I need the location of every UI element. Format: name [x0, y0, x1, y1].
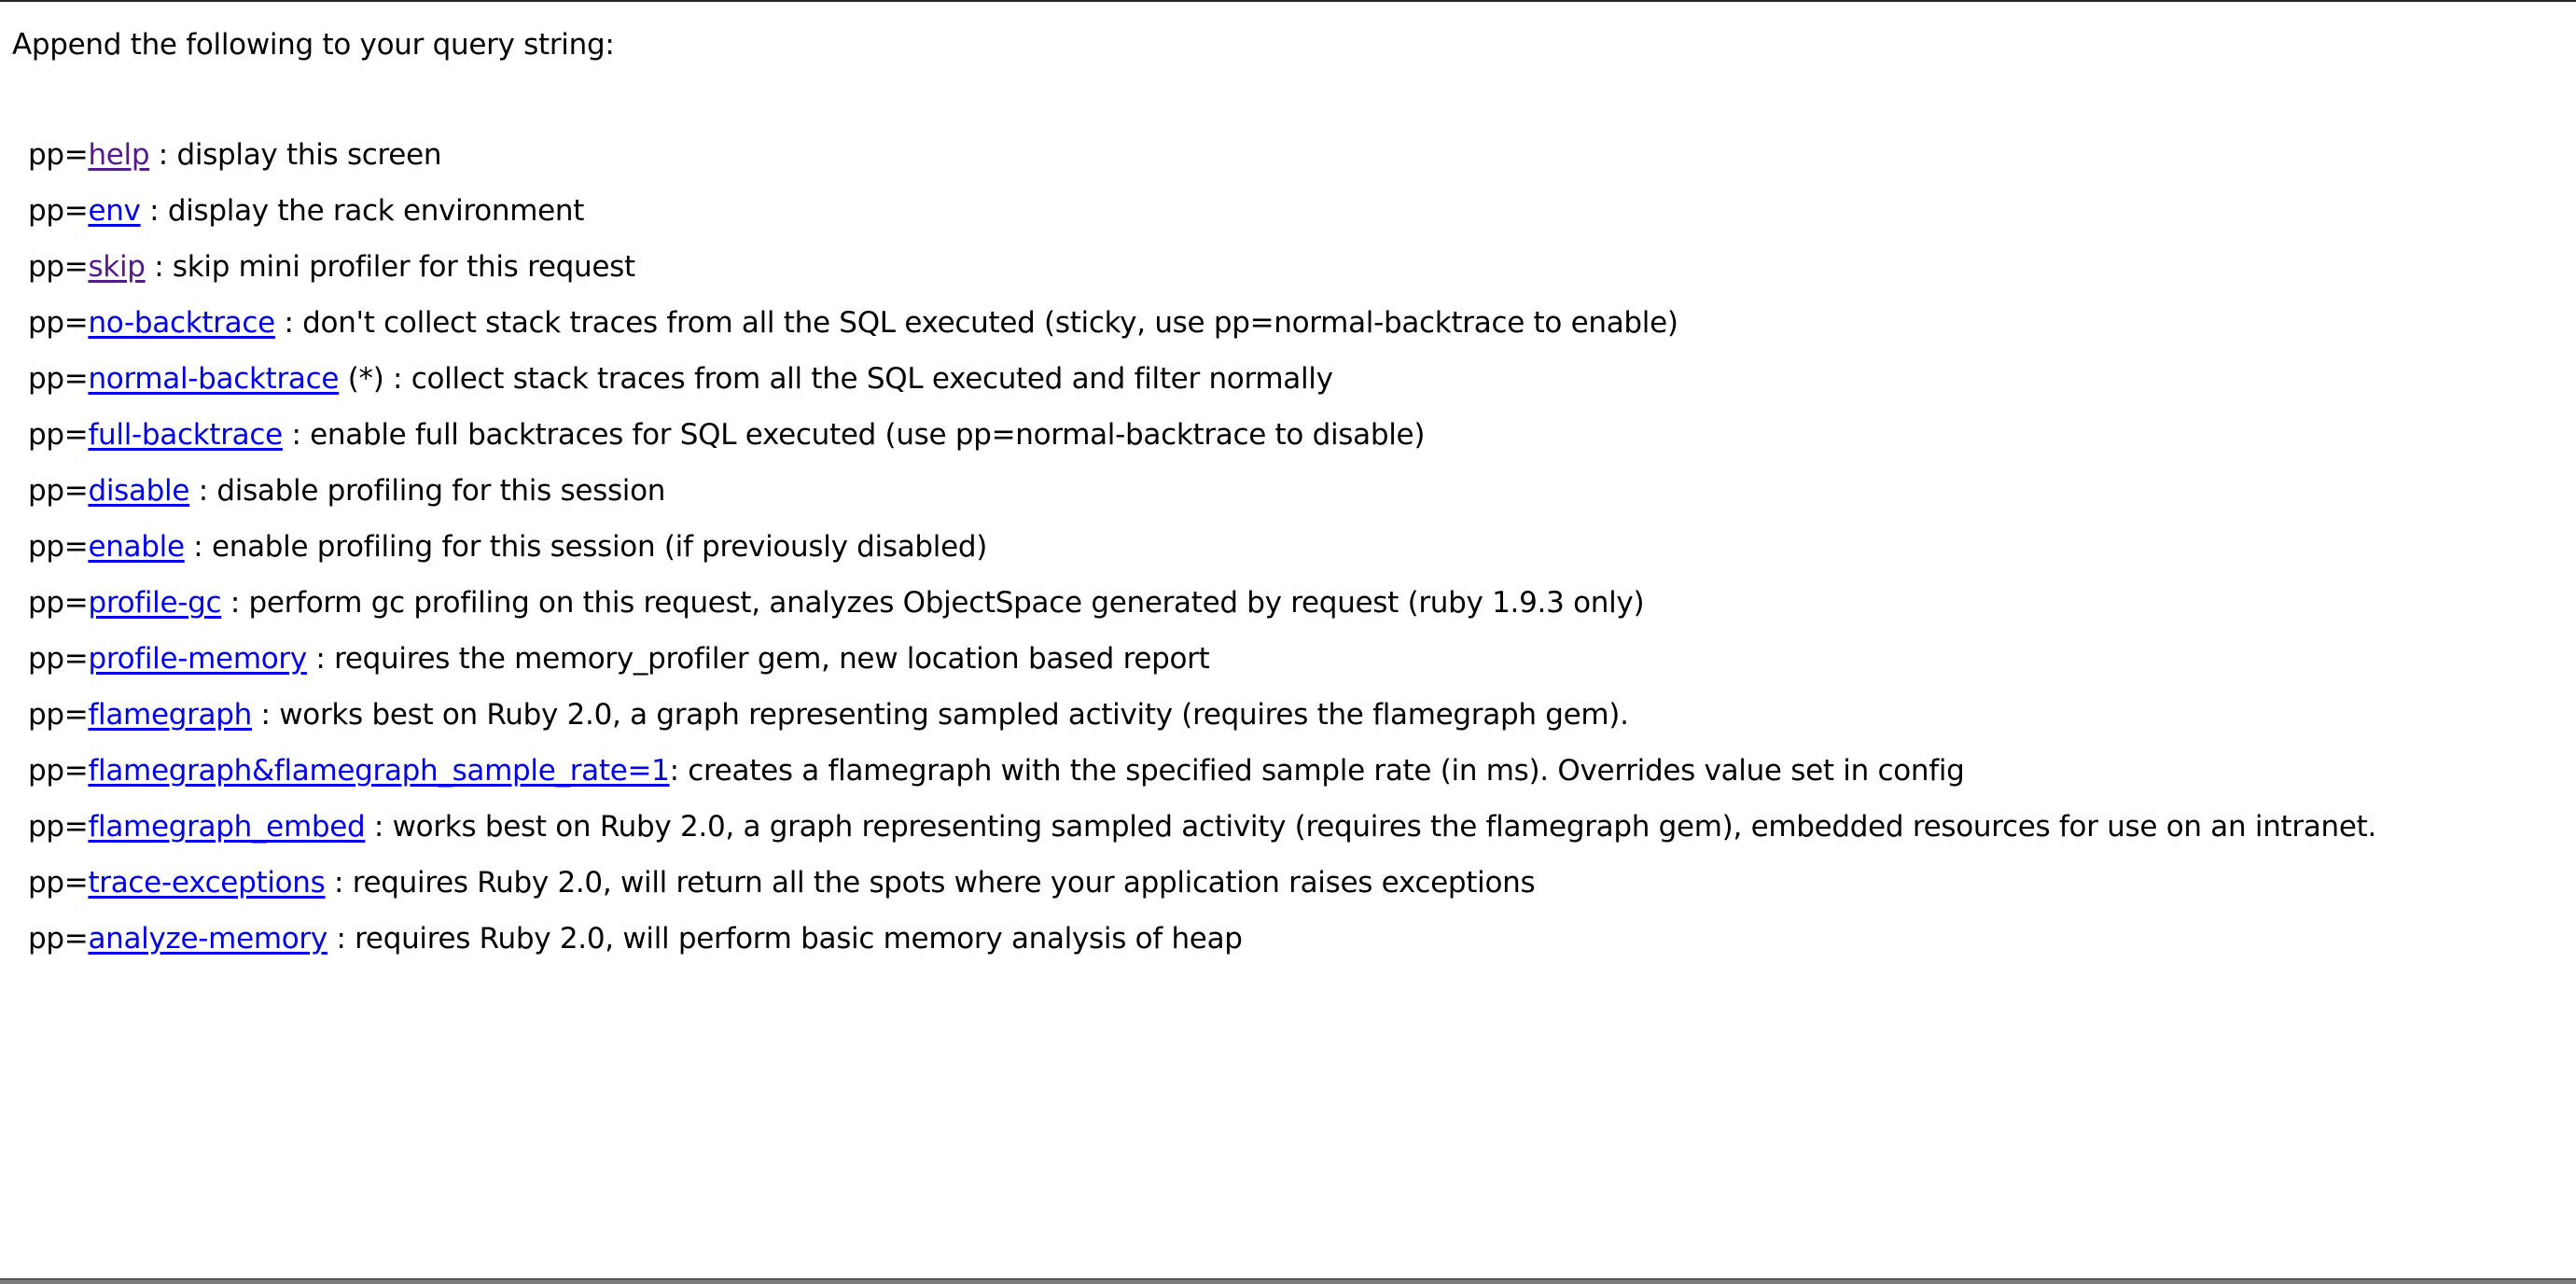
option-row-flamegraph	[28, 696, 2376, 752]
option-row-env	[28, 192, 2376, 248]
option-description: : creates a flamegraph with the specified sample rate (in ms). Overrides value set in config	[669, 754, 1965, 788]
top-border	[0, 0, 2576, 2]
option-prefix: pp=	[28, 586, 89, 620]
option-prefix: pp=	[28, 194, 89, 228]
option-description: : disable profiling for this session	[189, 474, 666, 508]
option-link-skip[interactable]: skip	[88, 250, 146, 284]
option-link-disable[interactable]: disable	[88, 474, 190, 508]
option-description: : requires Ruby 2.0, will perform basic memory analysis of heap	[327, 922, 1243, 956]
option-row-flamegraph-flamegraph-sample-rate-1	[28, 752, 2376, 808]
option-link-help[interactable]: help	[88, 138, 150, 172]
option-description: : works best on Ruby 2.0, a graph representing sampled activity (requires the flamegraph gem).	[251, 698, 1629, 732]
option-description: : don't collect stack traces from all the SQL executed (sticky, use pp=normal-backtrace to enable)	[274, 306, 1678, 340]
option-description: : skip mini profiler for this request	[145, 250, 635, 284]
option-description: : requires Ruby 2.0, will return all the spots where your application raises exceptions	[325, 866, 1536, 900]
option-prefix: pp=	[28, 474, 89, 508]
option-row-profile-gc	[28, 584, 2376, 640]
option-link-flamegraph-flamegraph-sample-rate-1[interactable]: flamegraph&flamegraph_sample_rate=1	[88, 754, 670, 788]
option-description: : works best on Ruby 2.0, a graph representing sampled activity (requires the flamegraph gem), embedded resources for use on an intranet.	[365, 810, 2377, 844]
option-prefix: pp=	[28, 250, 89, 284]
option-link-profile-memory[interactable]: profile-memory	[88, 642, 307, 676]
option-row-normal-backtrace	[28, 360, 2376, 416]
option-description: (*) : collect stack traces from all the SQL executed and filter normally	[339, 362, 1333, 396]
option-row-no-backtrace	[28, 304, 2376, 360]
option-description: : enable profiling for this session (if previously disabled)	[184, 530, 988, 564]
option-prefix: pp=	[28, 138, 89, 172]
option-prefix: pp=	[28, 642, 89, 676]
option-prefix: pp=	[28, 698, 89, 732]
option-prefix: pp=	[28, 306, 89, 340]
option-prefix: pp=	[28, 362, 89, 396]
option-link-env[interactable]: env	[88, 194, 141, 228]
option-link-flamegraph-embed[interactable]: flamegraph_embed	[88, 810, 366, 844]
option-link-full-backtrace[interactable]: full-backtrace	[88, 418, 283, 452]
option-prefix: pp=	[28, 810, 89, 844]
option-row-help	[28, 136, 2376, 192]
option-row-flamegraph-embed	[28, 808, 2376, 864]
option-link-flamegraph[interactable]: flamegraph	[88, 698, 252, 732]
option-link-profile-gc[interactable]: profile-gc	[88, 586, 222, 620]
option-description: : display the rack environment	[140, 194, 585, 228]
option-row-profile-memory	[28, 640, 2376, 696]
option-row-disable	[28, 472, 2376, 528]
bottom-border	[0, 1278, 2576, 1284]
option-link-trace-exceptions[interactable]: trace-exceptions	[88, 866, 326, 900]
option-link-enable[interactable]: enable	[88, 530, 185, 564]
option-link-analyze-memory[interactable]: analyze-memory	[88, 922, 327, 956]
option-link-normal-backtrace[interactable]: normal-backtrace	[88, 362, 340, 396]
option-prefix: pp=	[28, 418, 89, 452]
option-prefix: pp=	[28, 866, 89, 900]
option-prefix: pp=	[28, 922, 89, 956]
option-description: : display this screen	[149, 138, 442, 172]
option-description: : enable full backtraces for SQL executed (use pp=normal-backtrace to disable)	[282, 418, 1426, 452]
option-prefix: pp=	[28, 754, 89, 788]
option-row-enable	[28, 528, 2376, 584]
option-description: : requires the memory_profiler gem, new location based report	[306, 642, 1210, 676]
option-row-skip	[28, 248, 2376, 304]
option-row-full-backtrace	[28, 416, 2376, 472]
option-link-no-backtrace[interactable]: no-backtrace	[88, 306, 275, 340]
option-row-analyze-memory	[28, 920, 2376, 976]
option-prefix: pp=	[28, 530, 89, 564]
option-row-trace-exceptions	[28, 864, 2376, 920]
intro-text: Append the following to your query string:	[12, 28, 615, 62]
options-list	[28, 136, 2376, 976]
option-description: : perform gc profiling on this request, analyzes ObjectSpace generated by request (ruby 1.9.3 only)	[221, 586, 1645, 620]
